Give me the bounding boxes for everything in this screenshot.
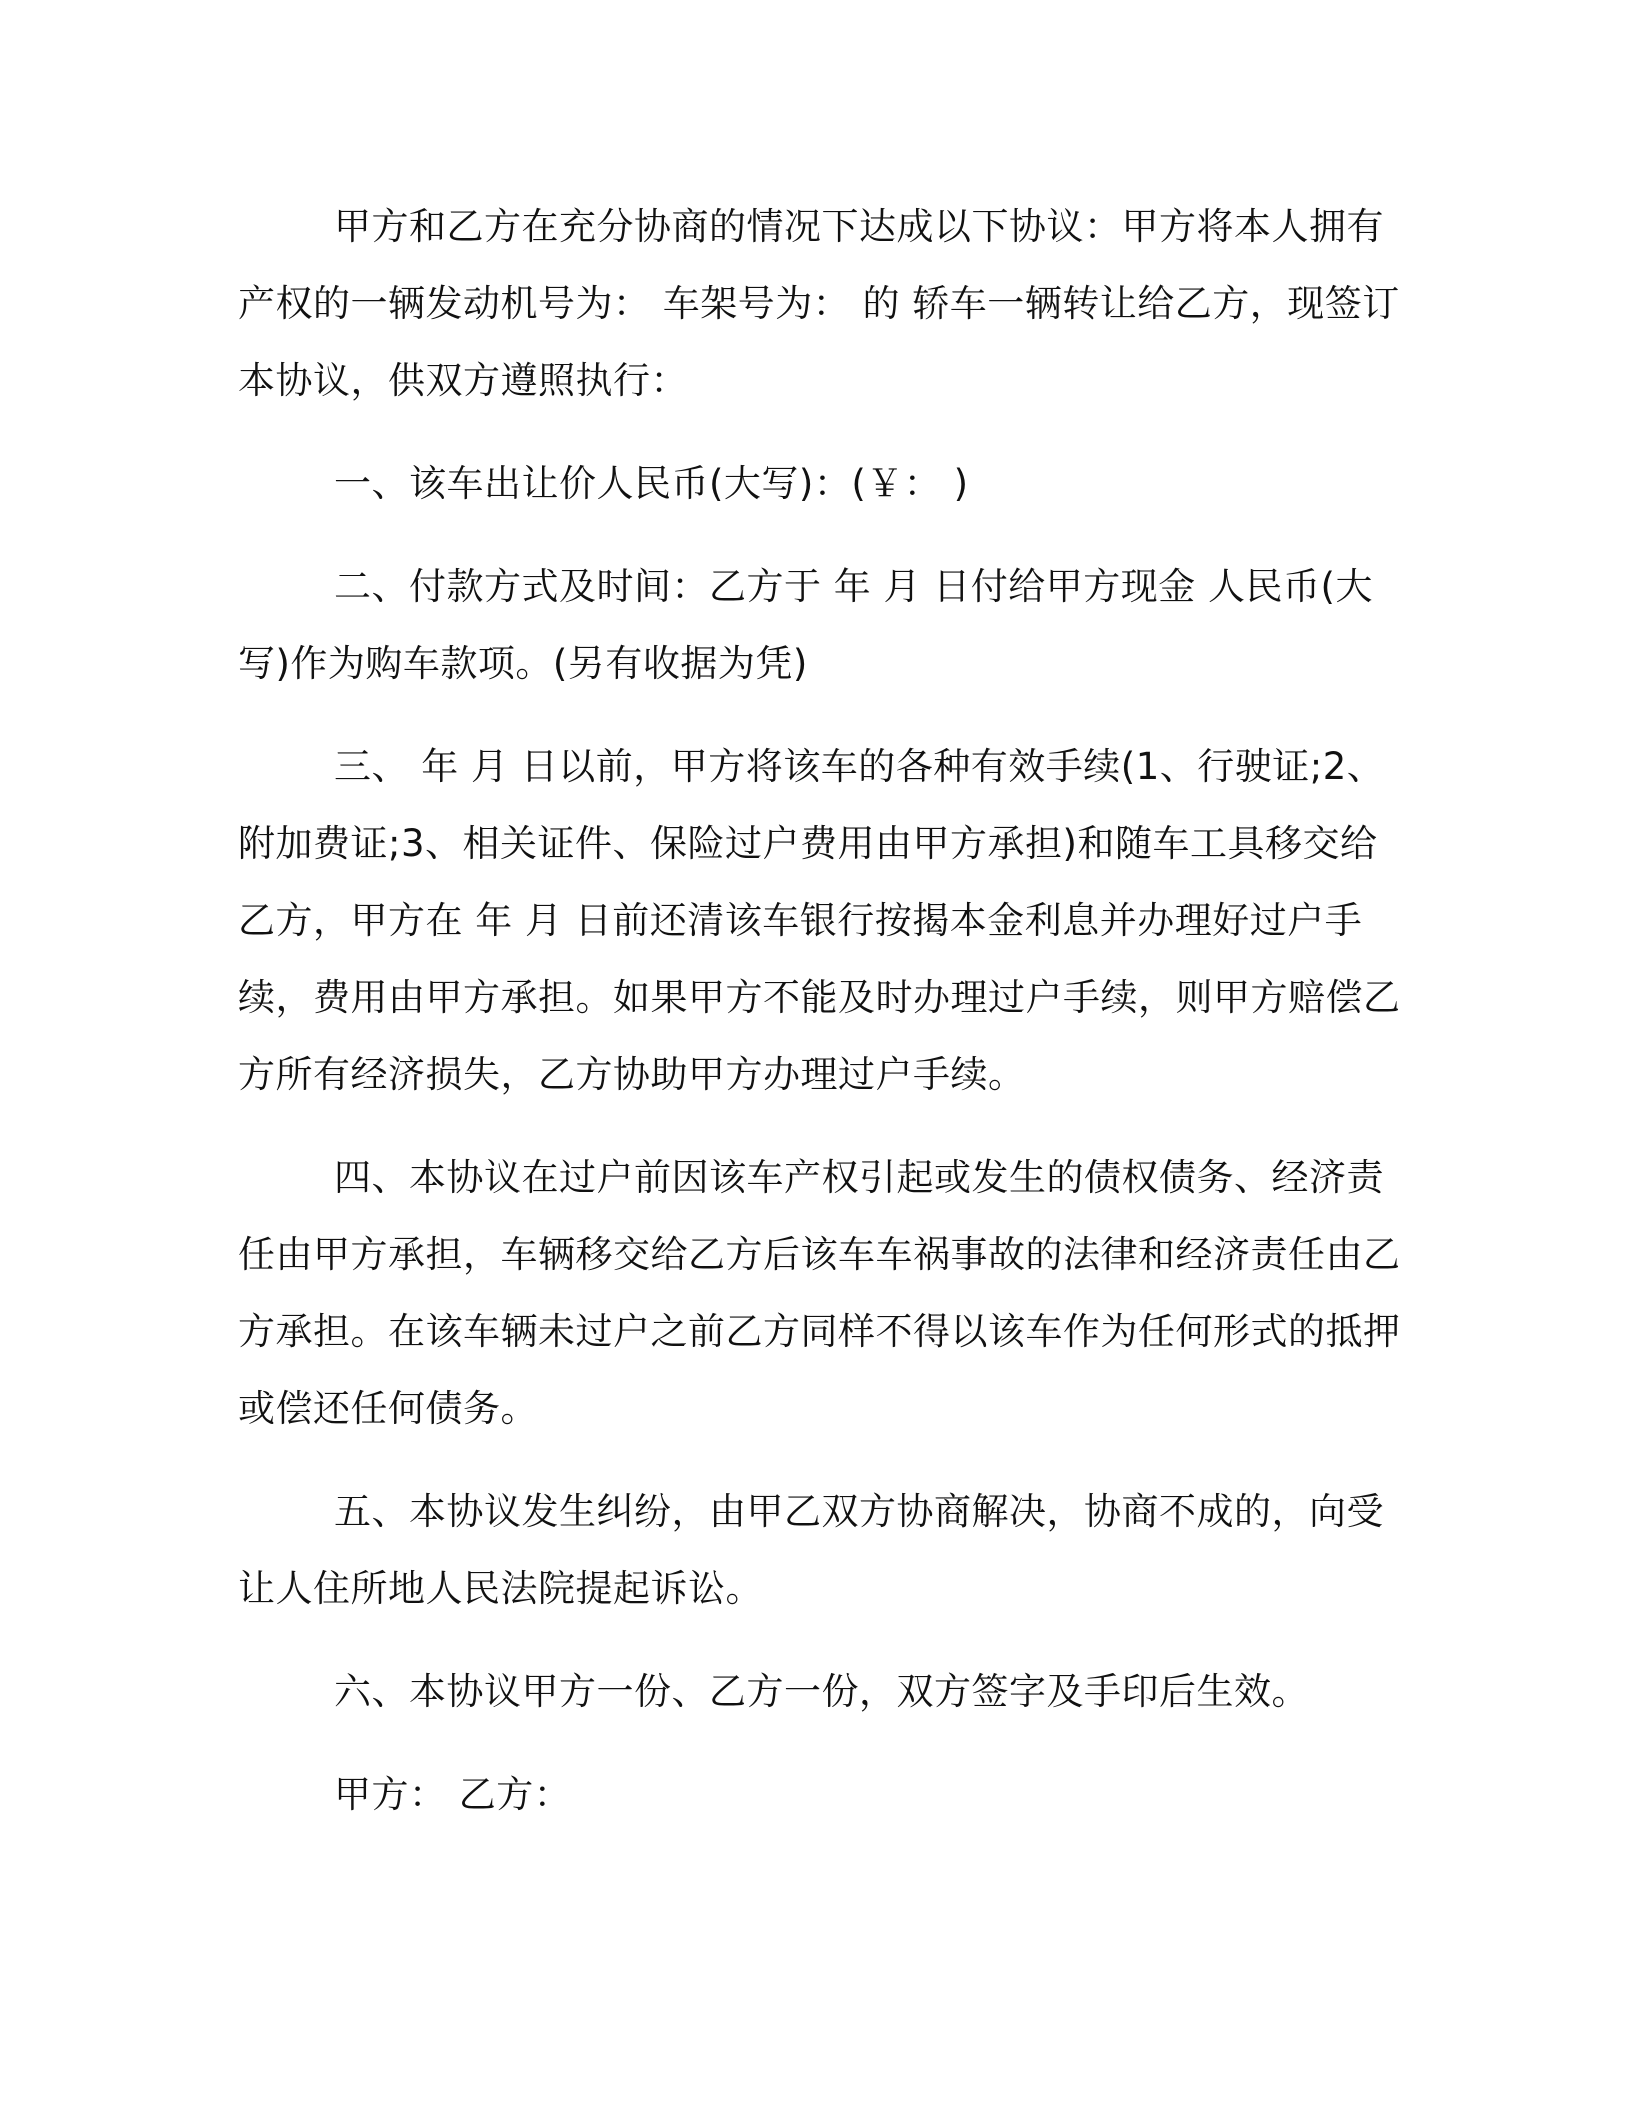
signature-line: 甲方： 乙方： xyxy=(334,1773,572,1816)
document-body xyxy=(238,188,1408,1833)
clause-3-transfer-procedures: 三、 年 月 日以前，甲方将该车的各种有效手续(1、行驶证;2、附加费证;3、相关证件、保险过户费用由甲方承担)和随车工具移交给乙方，甲方在 年 月 日前还清该车银行按揭本金利息并办理好过户手续，费用由甲方承担。如果甲方不能及时办理过户手续，则甲方赔偿乙方所有经济损失，乙方协助甲方办理过户手续。 xyxy=(238,745,1401,1096)
intro-paragraph: 甲方和乙方在充分协商的情况下达成以下协议：甲方将本人拥有产权的一辆发动机号为： 车架号为： 的 轿车一辆转让给乙方，现签订本协议，供双方遵照执行： xyxy=(238,205,1400,402)
clause-6-effectiveness: 六、本协议甲方一份、乙方一份，双方签字及手印后生效。 xyxy=(334,1670,1309,1713)
clause-4-liability: 四、本协议在过户前因该车产权引起或发生的债权债务、经济责任由甲方承担，车辆移交给乙方后该车车祸事故的法律和经济责任由乙方承担。在该车辆未过户之前乙方同样不得以该车作为任何形式的抵押或偿还任何债务。 xyxy=(238,1156,1401,1430)
clause-5-dispute: 五、本协议发生纠纷，由甲乙双方协商解决，协商不成的，向受让人住所地人民法院提起诉讼。 xyxy=(238,1490,1384,1610)
clause-2-payment: 二、付款方式及时间：乙方于 年 月 日付给甲方现金 人民币(大写)作为购车款项。(另有收据为凭) xyxy=(238,565,1373,685)
clause-1-price: 一、该车出让价人民币(大写)：(￥： ) xyxy=(334,462,969,505)
